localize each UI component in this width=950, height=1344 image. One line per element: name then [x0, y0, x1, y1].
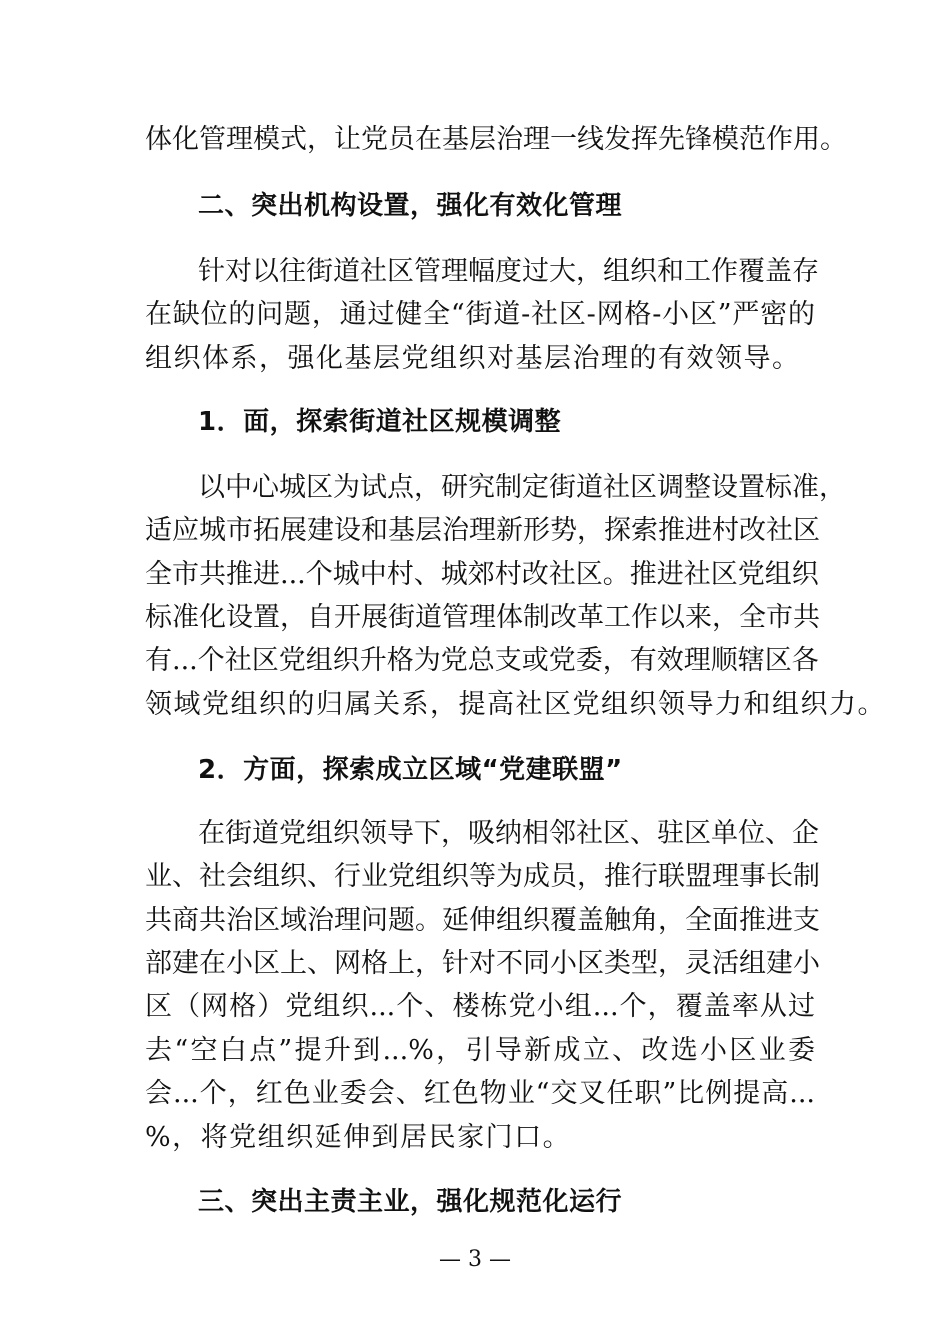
paragraph-line: 去“空白点”提升到...%，引导新成立、改选小区业委	[145, 1035, 815, 1066]
paragraph-line: 会...个，红色业委会、红色物业“交叉任职”比例提高...	[145, 1078, 815, 1109]
section-heading: 三、突出主责主业，强化规范化运行	[198, 1187, 623, 1217]
section-heading: 二、突出机构设置，强化有效化管理	[198, 191, 623, 221]
paragraph-line: 适应城市拓展建设和基层治理新形势，探索推进村改社区	[145, 515, 820, 546]
paragraph-line: 全市共推进...个城中村、城郊村改社区。推进社区党组织	[145, 559, 819, 590]
paragraph-line: 标准化设置，自开展街道管理体制改革工作以来，全市共	[145, 602, 820, 633]
subsection-heading: 2．方面，探索成立区域“党建联盟”	[198, 755, 623, 785]
paragraph-line: 针对以往街道社区管理幅度过大，组织和工作覆盖存	[198, 256, 819, 287]
paragraph-line: 组织体系，强化基层党组织对基层治理的有效领导。	[145, 343, 801, 374]
paragraph-line: 业、社会组织、行业党组织等为成员，推行联盟理事长制	[145, 861, 820, 892]
paragraph-line: 领域党组织的归属关系，提高社区党组织领导力和组织力。	[145, 689, 886, 720]
paragraph-line: 在缺位的问题，通过健全“街道-社区-网格-小区”严密的	[145, 299, 815, 330]
subsection-heading: 1．面，探索街道社区规模调整	[198, 407, 562, 437]
paragraph-line: 部建在小区上、网格上，针对不同小区类型，灵活组建小	[145, 948, 820, 979]
paragraph-line: 以中心城区为试点，研究制定街道社区调整设置标准，	[198, 472, 846, 503]
paragraph-line: 区（网格）党组织...个、楼栋党小组...个，覆盖率从过	[145, 991, 815, 1022]
paragraph-line: %，将党组织延伸到居民家门口。	[145, 1122, 572, 1153]
paragraph-line: 共商共治区域治理问题。延伸组织覆盖触角，全面推进支	[145, 905, 820, 936]
paragraph-line: 有...个社区党组织升格为党总支或党委，有效理顺辖区各	[145, 645, 819, 676]
paragraph-line: 在街道党组织领导下，吸纳相邻社区、驻区单位、企	[198, 818, 819, 849]
page-number: — 3 —	[439, 1247, 511, 1272]
paragraph-line: 体化管理模式，让党员在基层治理一线发挥先锋模范作用。	[145, 124, 847, 155]
